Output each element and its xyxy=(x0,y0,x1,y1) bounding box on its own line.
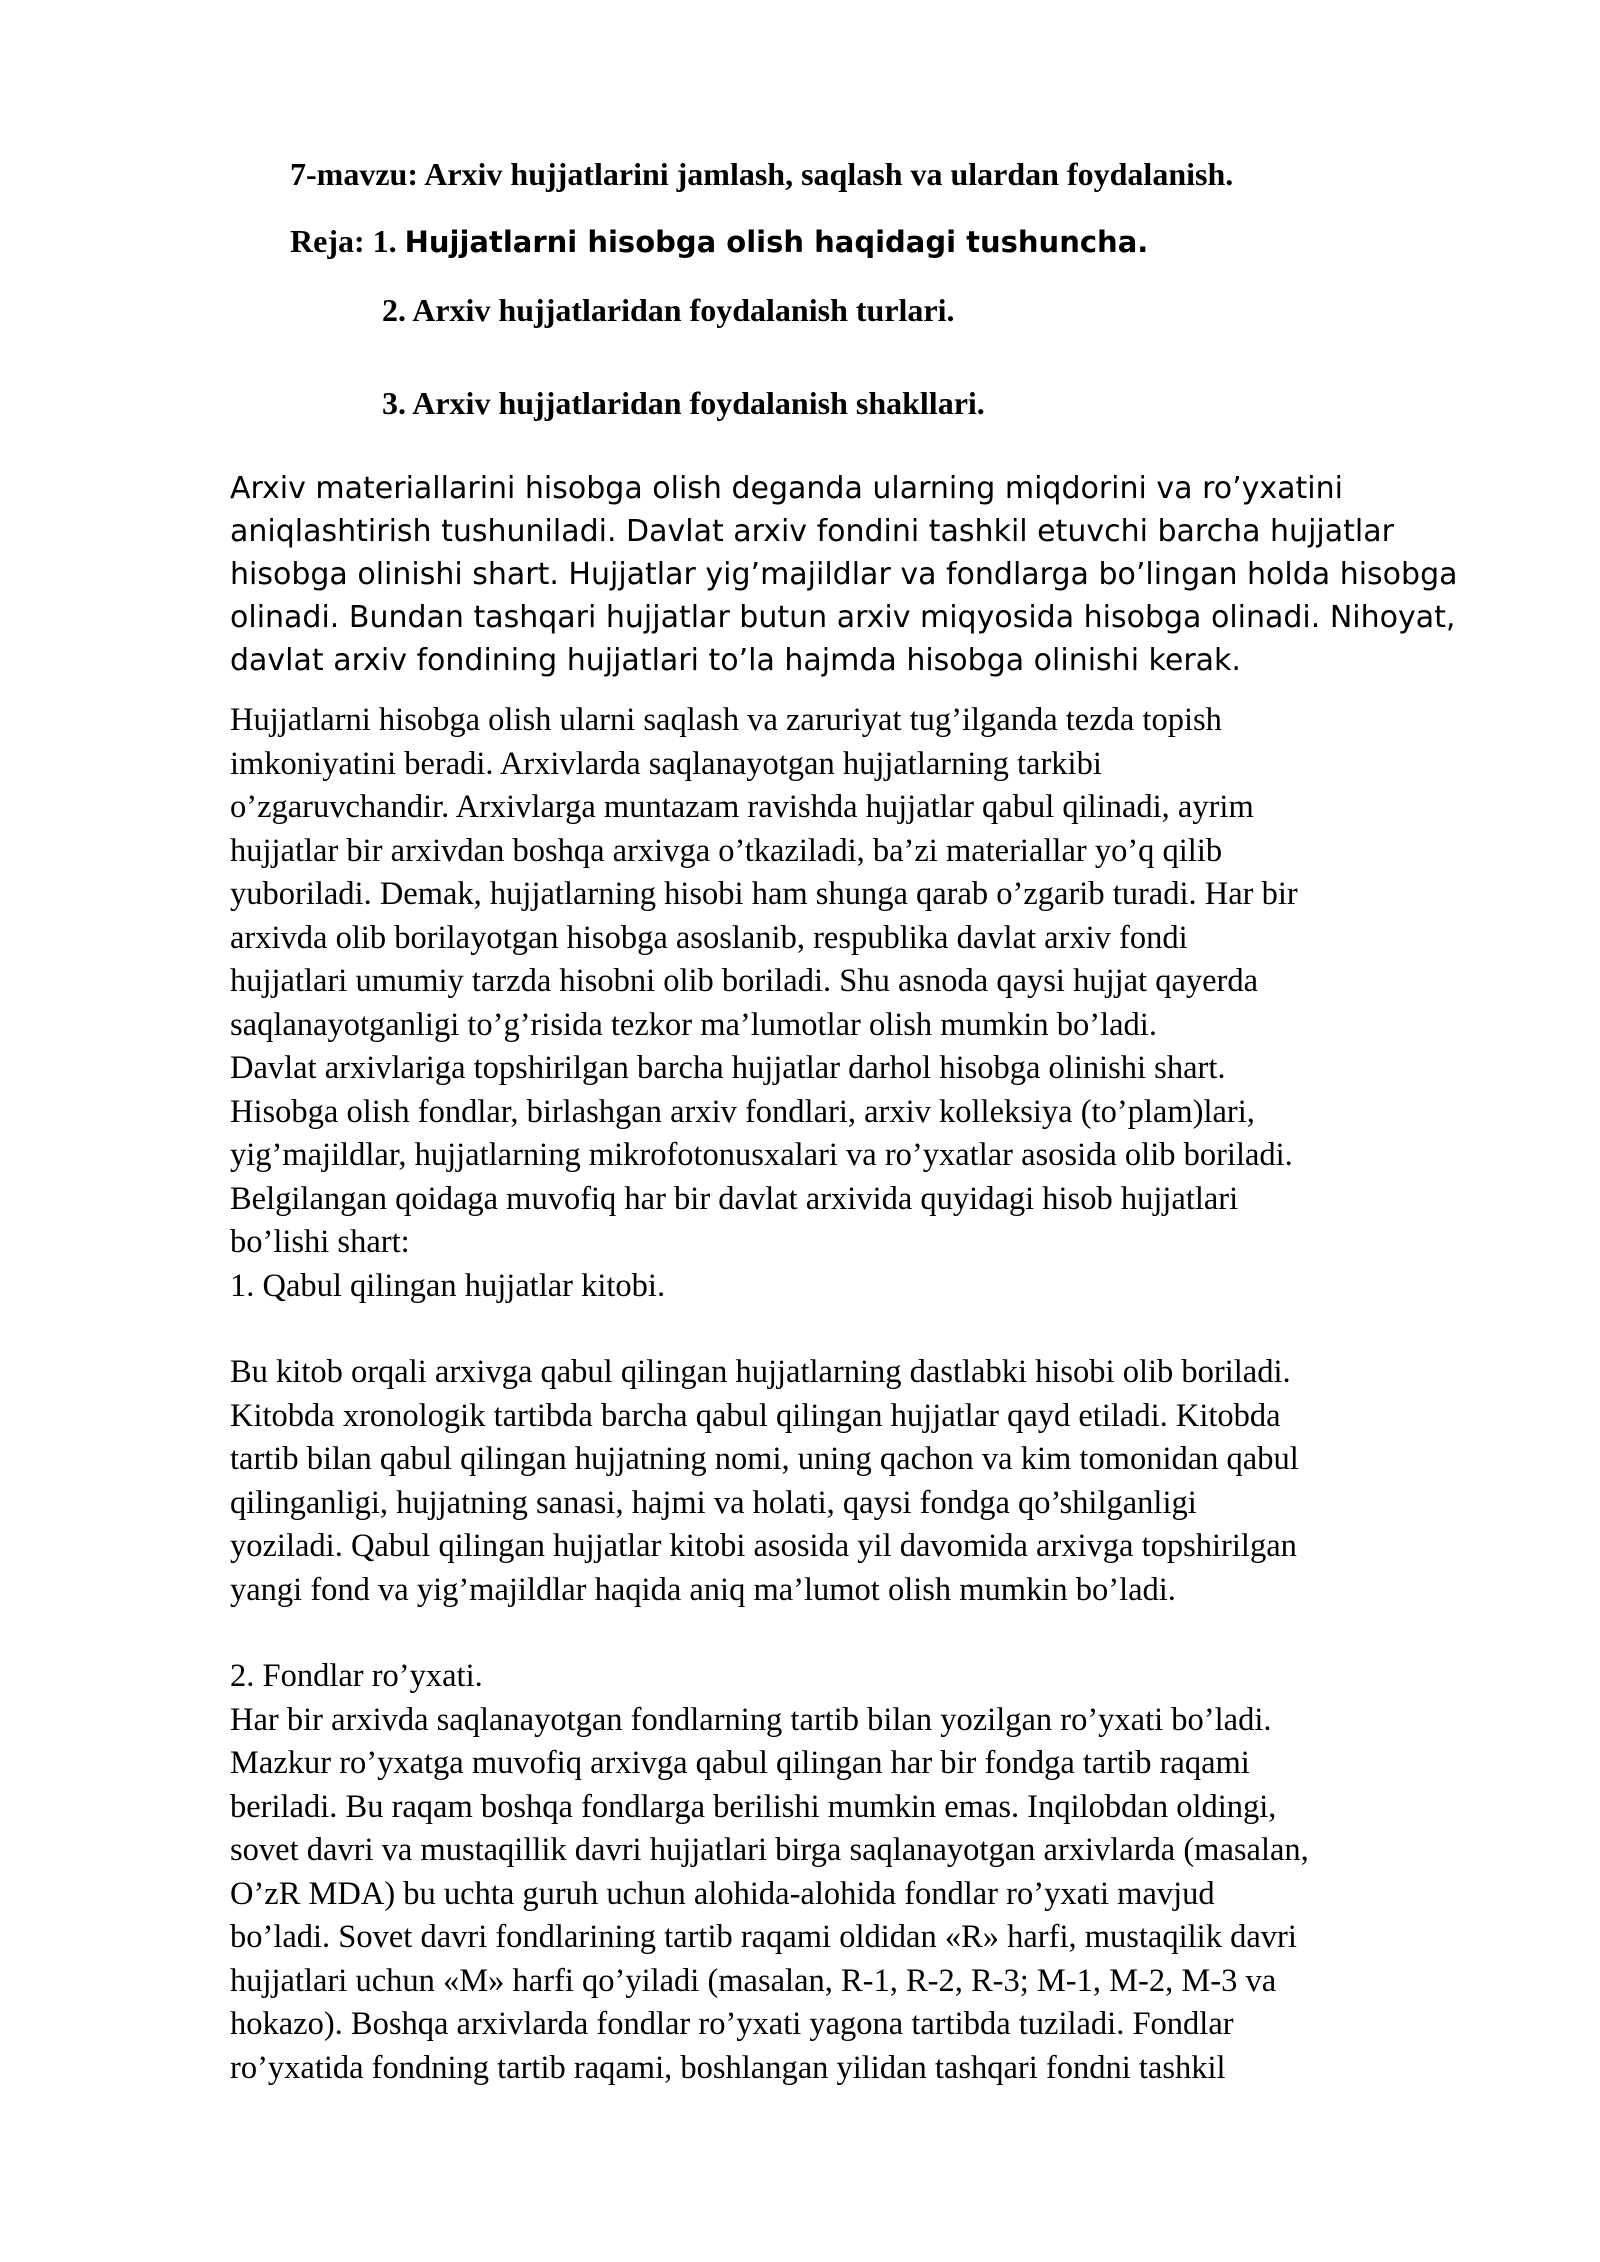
text-line: O’zR MDA) bu uchta guruh uchun alohida-alohida fondlar ro’yxati mavjud xyxy=(230,1875,1215,1912)
text-line: arxivda olib borilayotgan hisobga asoslanib, respublika davlat arxiv fondi xyxy=(230,919,1188,956)
list-heading-2: 2. Fondlar ro’yxati. xyxy=(230,1658,483,1694)
plan-item-2: 2. Arxiv hujjatlaridan foydalanish turlari. xyxy=(382,292,955,328)
plan-line-1 xyxy=(290,221,1148,262)
text-line: Hujjatlarni hisobga olish ularni saqlash va zaruriyat tug’ilganda tezda topish xyxy=(230,702,1222,738)
text-line: Hisobga olish fondlar, birlashgan arxiv fondlari, arxiv kolleksiya (to’plam)lari, xyxy=(230,1093,1255,1130)
text-line: davlat arxiv fondining hujjatlari to’la hajmda hisobga olinishi kerak. xyxy=(230,643,1241,678)
text-line: hujjatlari uchun «M» harfi qo’yiladi (masalan, R-1, R-2, R-3; M-1, M-2, M-3 va xyxy=(230,1962,1277,1999)
text-line: o’zgaruvchandir. Arxivlarga muntazam ravishda hujjatlar qabul qilinadi, ayrim xyxy=(230,789,1254,825)
section-1-paragraph xyxy=(230,1351,1520,1612)
text-line: Arxiv materiallarini hisobga olish deganda ularning miqdorini va ro’yxatini xyxy=(230,471,1343,506)
plan-item-3: 3. Arxiv hujjatlaridan foydalanish shakllari. xyxy=(382,385,985,421)
text-line: bo’ladi. Sovet davri fondlarining tartib raqami oldidan «R» harfi, mustaqilik davri xyxy=(230,1919,1297,1955)
plan-label: Reja: 1. xyxy=(290,223,397,259)
text-line: hujjatlari umumiy tarzda hisobni olib boriladi. Shu asnoda qaysi hujjat qayerda xyxy=(230,963,1259,999)
text-line: hisobga olinishi shart. Hujjatlar yig’majildlar va fondlarga bo’lingan holda hisobga xyxy=(230,557,1458,592)
text-line: tartib bilan qabul qilingan hujjatning nomi, uning qachon va kim tomonidan qabul xyxy=(230,1441,1299,1477)
text-line: Belgilangan qoidaga muvofiq har bir davlat arxivida quyidagi hisob hujjatlari xyxy=(230,1180,1239,1217)
text-line: yig’majildlar, hujjatlarning mikrofotonusxalari va ro’yxatlar asosida olib boriladi. xyxy=(230,1137,1293,1173)
text-line: Kitobda xronologik tartibda barcha qabul qilingan hujjatlar qayd etiladi. Kitobda xyxy=(230,1397,1281,1434)
text-line: imkoniyatini beradi. Arxivlarda saqlanayotgan hujjatlarning tarkibi xyxy=(230,745,1102,782)
text-line: Har bir arxivda saqlanayotgan fondlarning tartib bilan yozilgan ro’yxati bo’ladi. xyxy=(230,1701,1272,1738)
topic-title: 7-mavzu: Arxiv hujjatlarini jamlash, saqlash va ulardan foydalanish. xyxy=(290,156,1234,192)
text-line: yangi fond va yig’majildlar haqida aniq ma’lumot olish mumkin bo’ladi. xyxy=(230,1571,1176,1608)
text-line: aniqlashtirish tushuniladi. Davlat arxiv fondini tashkil etuvchi barcha hujjatlar xyxy=(230,514,1394,549)
text-line: yuboriladi. Demak, hujjatlarning hisobi ham shunga qarab o’zgarib turadi. Har bir xyxy=(230,876,1298,912)
text-line: olinadi. Bundan tashqari hujjatlar butun arxiv miqyosida hisobga olinadi. Nihoyat, xyxy=(230,600,1456,635)
text-line: saqlanayotganligi to’g’risida tezkor ma’lumotlar olish mumkin bo’ladi. xyxy=(230,1006,1157,1043)
plan-item-1: Hujjatlarni hisobga olish haqidagi tushuncha. xyxy=(404,225,1149,259)
text-line: yoziladi. Qabul qilingan hujjatlar kitobi asosida yil davomida arxivga topshirilgan xyxy=(230,1528,1297,1564)
text-line: hujjatlar bir arxivdan boshqa arxivga o’tkaziladi, ba’zi materiallar yo’q qilib xyxy=(230,832,1223,869)
text-line: qilinganligi, hujjatning sanasi, hajmi va holati, qaysi fondga qo’shilganligi xyxy=(230,1484,1197,1521)
text-line: Davlat arxivlariga topshirilgan barcha hujjatlar darhol hisobga olinishi shart. xyxy=(230,1050,1226,1086)
list-heading-1: 1. Qabul qilingan hujjatlar kitobi. xyxy=(230,1267,666,1304)
section-2-paragraph xyxy=(230,1655,1520,2090)
text-line: Mazkur ro’yxatga muvofiq arxivga qabul qilingan har bir fondga tartib raqami xyxy=(230,1745,1250,1781)
text-line: ro’yxatida fondning tartib raqami, boshlangan yilidan tashqari fondni tashkil xyxy=(230,2049,1226,2086)
body-paragraph xyxy=(230,699,1520,1308)
intro-paragraph xyxy=(230,467,1520,682)
text-line: sovet davri va mustaqillik davri hujjatlari birga saqlanayotgan arxivlarda (masalan, xyxy=(230,1832,1309,1868)
text-line: hokazo). Boshqa arxivlarda fondlar ro’yxati yagona tartibda tuziladi. Fondlar xyxy=(230,2006,1234,2042)
text-line: bo’lishi shart: xyxy=(230,1224,410,1260)
text-line: Bu kitob orqali arxivga qabul qilingan hujjatlarning dastlabki hisobi olib boriladi. xyxy=(230,1354,1291,1390)
text-line: beriladi. Bu raqam boshqa fondlarga berilishi mumkin emas. Inqilobdan oldingi, xyxy=(230,1788,1277,1825)
